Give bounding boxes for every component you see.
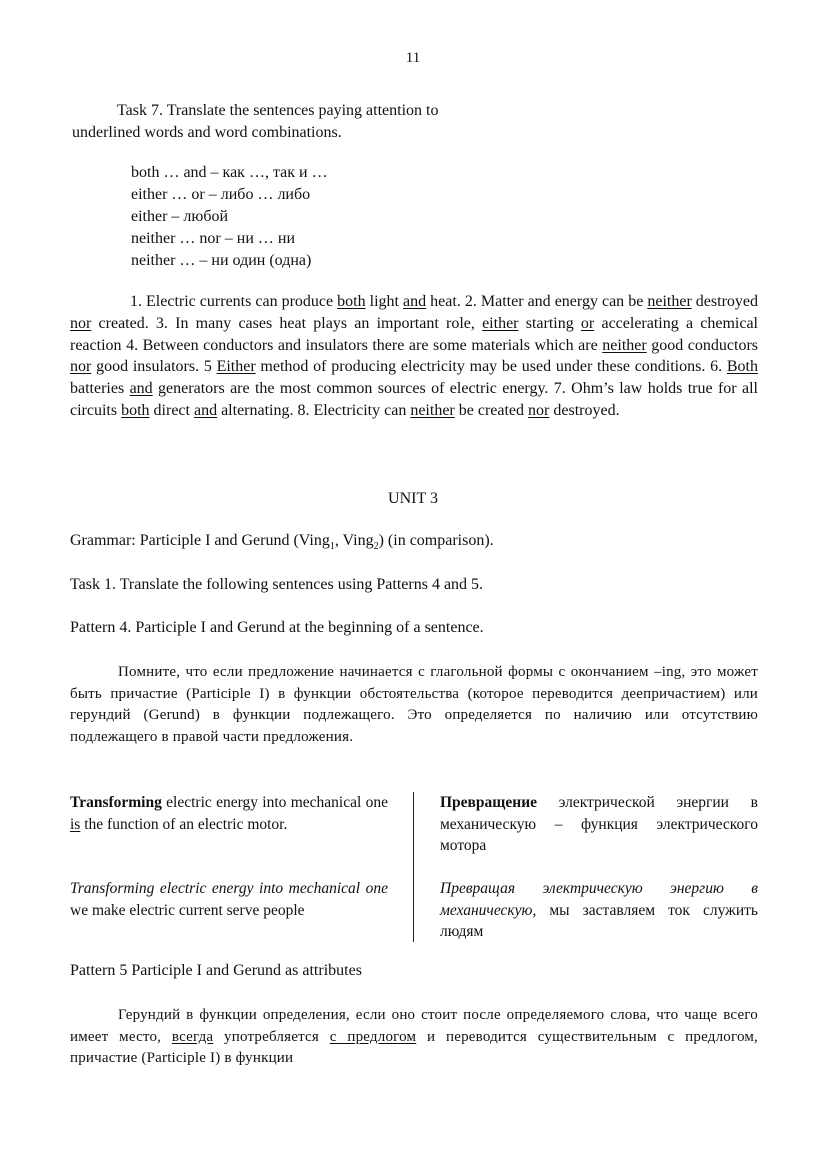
underlined-word: both	[121, 401, 150, 419]
table-divider	[413, 792, 414, 942]
vocabulary-list	[131, 162, 328, 272]
underlined-word: с предлогом	[329, 1028, 417, 1045]
underlined-word: and	[193, 401, 218, 419]
vocab-item: neither … – ни один (одна)	[131, 252, 312, 269]
task7-exercise-paragraph: 1. Electric currents can produce both light and heat. 2. Matter and energy can be neither destroyed nor created. 3. In many cases heat plays an important role, either starting or accelerating a chemical reaction 4. Between conductors and insulators there are some materials which are neither good conductors nor good insulators. 5 Either method of producing electricity may be used under these conditions. 6. Both batteries and generators are the most common sources of electric energy. 7. Ohm’s law holds true for all circuits both direct and alternating. 8. Electricity can neither be created nor destroyed.	[70, 293, 759, 419]
vocab-item: both … and – как …, так и …	[131, 164, 328, 181]
table-cell-english-1: Transforming electric energy into mechanical one is the function of an electric motor.	[70, 794, 388, 833]
underlined-word: Either	[216, 358, 256, 376]
table-cell-english-2: Transforming electric energy into mechanical one we make electric current serve people	[70, 880, 388, 919]
table-cell-russian-2: Превращая электрическую энергию в механическую, мы заставляем ток служить людям	[440, 880, 758, 940]
underlined-word: Both	[726, 358, 758, 376]
task7-title-continued: underlined words and word combinations.	[72, 124, 342, 141]
grammar-line: Grammar: Participle I and Gerund (Ving$_1$, Ving$_2$) (in comparison).	[70, 532, 494, 553]
underlined-word: and	[129, 380, 153, 398]
vocab-item: either … or – либо … либо	[131, 186, 311, 203]
example-table	[70, 792, 758, 942]
table-cell-russian-1: Превращение электрической энергии в механическую – функция электрического мотора	[440, 794, 758, 854]
task1-heading: Task 1. Translate the following sentences using Patterns 4 and 5.	[70, 576, 484, 593]
russian-rule-paragraph: Помните, что если предложение начинается с глагольной формы с окончанием –ing, это может быть причастие (Participle I) в функции обстоятельства (которое переводится деепричастием) или герундий (Gerund) в функции подлежащего. Это определяется по наличию или отсутствию подлежащего в правой части предложения.	[70, 664, 758, 745]
pattern5-heading: Pattern 5 Participle I and Gerund as attributes	[70, 962, 362, 979]
underlined-word: nor	[528, 401, 550, 419]
underlined-word: neither	[602, 336, 647, 354]
underlined-word: всегда	[171, 1028, 214, 1045]
russian-gerund-paragraph: Герундий в функции определения, если оно стоит после определяемого слова, что чаще всего имеет место, всегда употребляется с предлогом и переводится существительным с предлогом, причастие (Participle I) в функции	[70, 1007, 759, 1067]
underlined-word: nor	[70, 358, 92, 376]
underlined-word: both	[337, 293, 366, 310]
unit-title: UNIT 3	[388, 490, 438, 507]
underlined-word: neither	[647, 293, 692, 310]
task7-heading	[72, 100, 762, 144]
underlined-word: either	[482, 314, 519, 332]
vocab-item: neither … nor – ни … ни	[131, 230, 295, 247]
vocab-item: either – любой	[131, 208, 229, 225]
underlined-word: and	[403, 293, 427, 310]
underlined-word: or	[580, 314, 595, 332]
task7-title: Task 7. Translate the sentences paying attention to	[117, 102, 439, 119]
page-number: 11	[405, 50, 421, 66]
pattern4-heading: Pattern 4. Participle I and Gerund at the beginning of a sentence.	[70, 619, 484, 636]
underlined-word: nor	[70, 314, 92, 332]
underlined-word: neither	[410, 401, 455, 419]
